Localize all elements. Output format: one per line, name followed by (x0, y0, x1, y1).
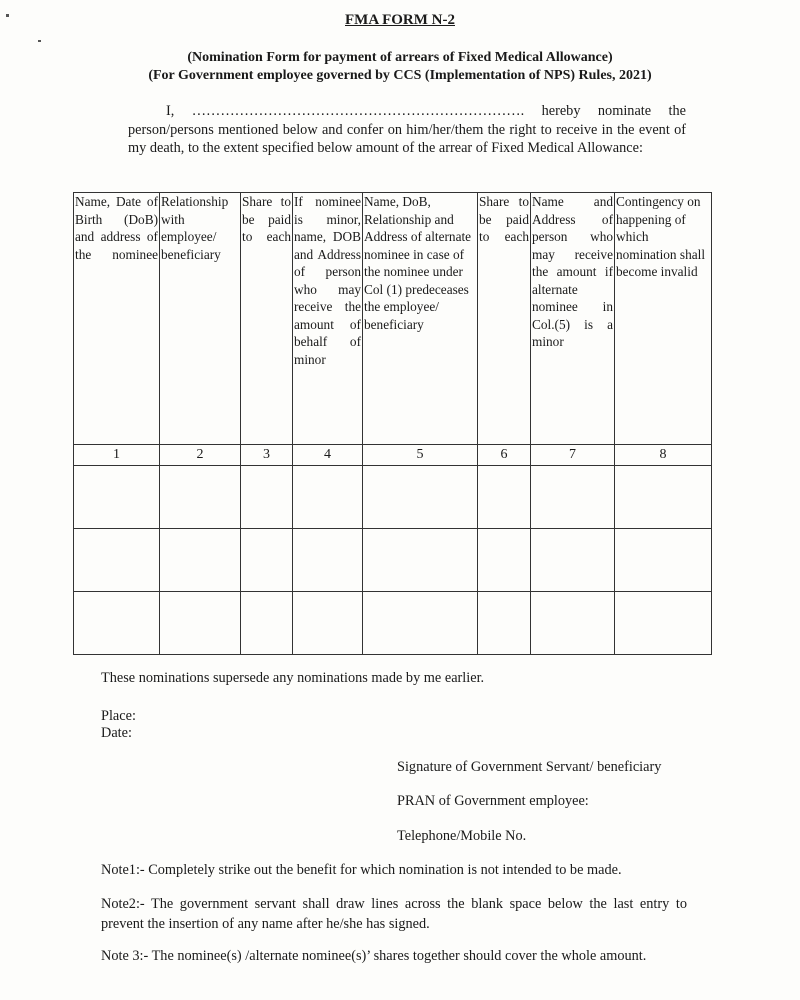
column-header: Name and Address of person who may receive the amount if alternate nominee in Col.(5) is a minor (531, 193, 615, 445)
note-2: Note2:- The government servant shall draw lines across the blank space below the last entry to prevent the insertion of any name after he/she has signed. (101, 896, 687, 932)
column-header: If nominee is minor, name, DOB and Address of person who may receive the amount of behalf of minor (293, 193, 363, 445)
table-cell[interactable] (160, 466, 241, 529)
column-number: 2 (160, 445, 241, 466)
table-cell[interactable] (74, 529, 160, 592)
table-cell[interactable] (531, 529, 615, 592)
table-cell[interactable] (241, 466, 293, 529)
signature-label: Signature of Government Servant/ beneficiary (397, 759, 662, 775)
nomination-table (73, 192, 712, 655)
table-row (74, 592, 712, 655)
table-cell[interactable] (615, 592, 712, 655)
table-cell[interactable] (293, 592, 363, 655)
note-3: Note 3:- The nominee(s) /alternate nominee(s)’ shares together should cover the whole amount. (101, 948, 647, 964)
table-row (74, 466, 712, 529)
table-cell[interactable] (363, 592, 478, 655)
column-number: 1 (74, 445, 160, 466)
telephone-label: Telephone/Mobile No. (397, 828, 527, 844)
table-cell[interactable] (160, 592, 241, 655)
table-cell[interactable] (241, 529, 293, 592)
column-header: Relationship with employee/ beneficiary (160, 193, 241, 445)
table-cell[interactable] (615, 529, 712, 592)
date-label: Date: (101, 725, 132, 741)
form-subtitle: (Nomination Form for payment of arrears of Fixed Medical Allowance) (187, 50, 613, 65)
table-cell[interactable] (293, 529, 363, 592)
table-cell[interactable] (531, 466, 615, 529)
table-cell[interactable] (478, 592, 531, 655)
pran-label: PRAN of Government employee: (397, 793, 589, 809)
column-header: Share to be paid to each (478, 193, 531, 445)
form-title: FMA FORM N-2 (345, 12, 455, 28)
scan-mark (38, 40, 41, 42)
table-cell[interactable] (241, 592, 293, 655)
table-cell[interactable] (531, 592, 615, 655)
column-number: 3 (241, 445, 293, 466)
column-number: 5 (363, 445, 478, 466)
form-subtitle-rules: (For Government employee governed by CCS (Implementation of NPS) Rules, 2021) (148, 68, 652, 83)
place-label: Place: (101, 708, 136, 724)
supersede-statement: These nominations supersede any nominations made by me earlier. (101, 670, 485, 686)
nomination-declaration (128, 102, 686, 158)
column-header: Name, DoB, Relationship and Address of alternate nominee in case of the nominee under Col (1) predeceases the employee/ beneficiary (363, 193, 478, 445)
column-number: 7 (531, 445, 615, 466)
column-number-row (74, 445, 712, 466)
column-header: Name, Date of Birth (DoB) and address of the nominee (74, 193, 160, 445)
table-cell[interactable] (363, 529, 478, 592)
column-number: 8 (615, 445, 712, 466)
declaration-line: I, ……………………………………………………………. hereby nominate the (166, 103, 686, 119)
table-row (74, 529, 712, 592)
declaration-text: person/persons mentioned below and confer on him/her/them the right to receive in the event of my death, to the extent specified below amount of the arrear of Fixed Medical Allowance: (128, 121, 686, 156)
table-cell[interactable] (293, 466, 363, 529)
table-cell[interactable] (74, 466, 160, 529)
table-cell[interactable] (363, 466, 478, 529)
column-header: Share to be paid to each (241, 193, 293, 445)
note-1: Note1:- Completely strike out the benefit for which nomination is not intended to be made. (101, 862, 622, 878)
table-cell[interactable] (74, 592, 160, 655)
column-number: 4 (293, 445, 363, 466)
table-cell[interactable] (478, 529, 531, 592)
column-header: Contingency on happening of which nomination shall become invalid (615, 193, 712, 445)
column-number: 6 (478, 445, 531, 466)
table-cell[interactable] (160, 529, 241, 592)
table-cell[interactable] (478, 466, 531, 529)
table-header-row (74, 193, 712, 445)
table-cell[interactable] (615, 466, 712, 529)
